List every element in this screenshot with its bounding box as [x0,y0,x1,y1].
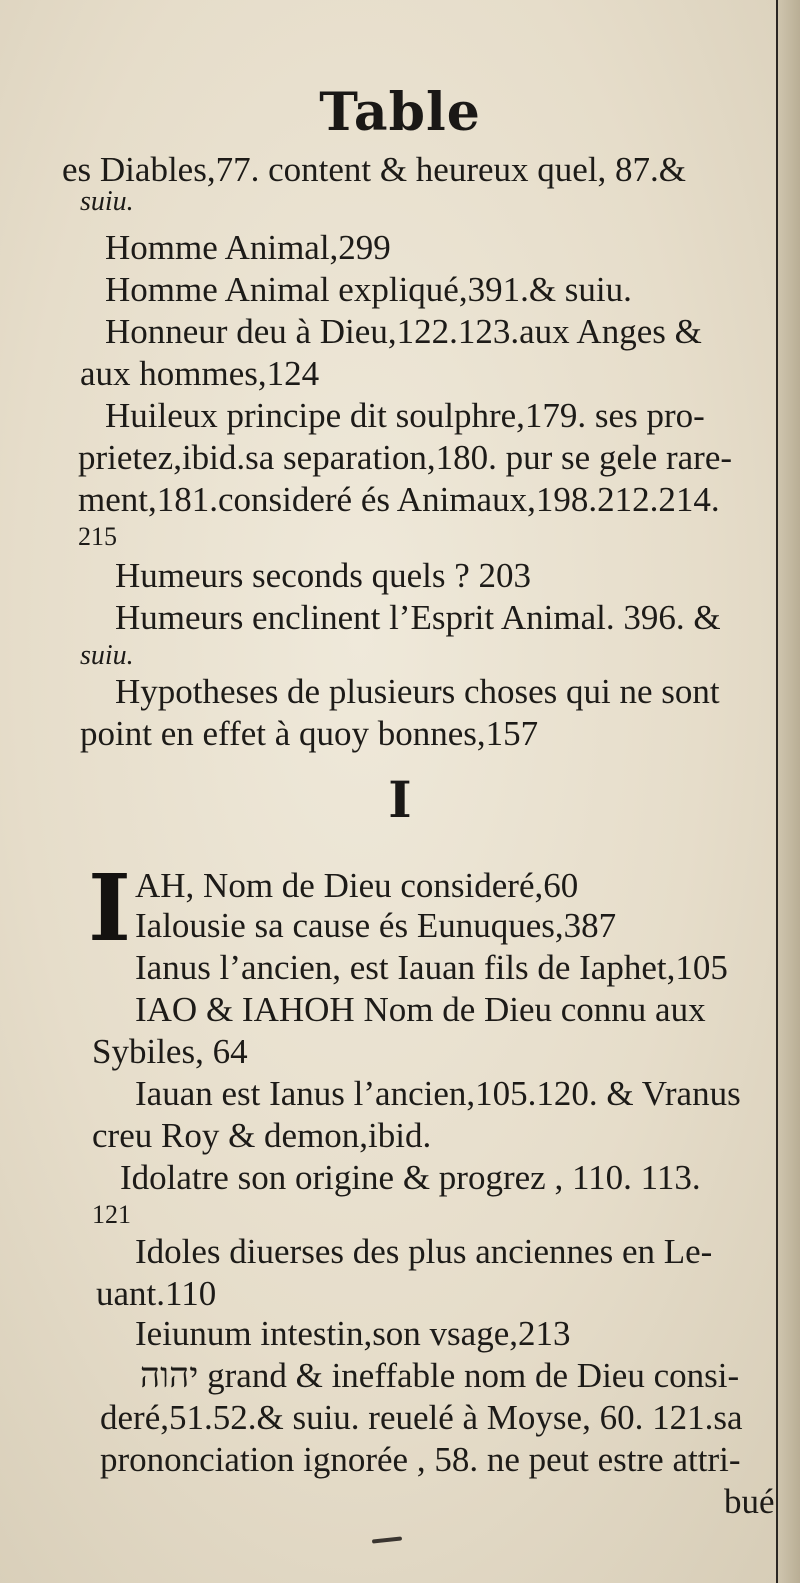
index-line: Idolatre son origine & progrez , 110. 113. [120,1158,701,1197]
index-line: Honneur deu à Dieu,122.123.aux Anges & [105,312,702,351]
page-title: Table [319,82,481,143]
index-line: suiu. [80,640,134,671]
index-line: יהוה grand & ineffable nom de Dieu consi- [140,1356,740,1395]
index-line: point en effet à quoy bonnes,157 [80,714,539,753]
section-letter: I [388,770,412,829]
index-line: AH, Nom de Dieu consideré,60 [135,866,579,905]
index-line: Idoles diuerses des plus anciennes en Le- [135,1232,713,1271]
index-line: Sybiles, 64 [92,1032,248,1071]
index-line: Homme Animal,299 [105,228,391,267]
index-line: Huileux principe dit soulphre,179. ses pro- [105,396,705,435]
ink-mark [372,1536,402,1543]
index-line: Ianus l’ancien, est Iauan fils de Iaphet,105 [135,948,728,987]
index-line: Homme Animal expliqué,391.& suiu. [105,270,632,309]
index-line: creu Roy & demon,ibid. [92,1116,432,1155]
index-line: IAO & IAHOH Nom de Dieu connu aux [135,990,706,1029]
index-line: Humeurs seconds quels ? 203 [115,556,532,595]
index-line: deré,51.52.& suiu. reuelé à Moyse, 60. 121.sa [100,1398,743,1437]
drop-cap: I [88,854,132,962]
index-line: 215 [78,522,117,551]
index-line: bué [724,1482,775,1521]
index-line: uant.110 [96,1274,217,1313]
index-line: es Diables,77. content & heureux quel, 87.& [62,150,687,189]
index-line: Humeurs enclinent l’Esprit Animal. 396. & [115,598,721,637]
index-line: suiu. [80,186,134,217]
index-line: aux hommes,124 [80,354,320,393]
index-line: prononciation ignorée , 58. ne peut estre attri- [100,1440,741,1479]
index-line: Ialousie sa cause és Eunuques,387 [135,906,617,945]
index-line: prietez,ibid.sa separation,180. pur se gele rare- [78,438,733,477]
index-line: 121 [92,1200,131,1229]
index-line: Hypotheses de plusieurs choses qui ne sont [115,672,720,711]
index-line: ment,181.consideré és Animaux,198.212.214. [78,480,720,519]
index-line: Iauan est Ianus l’ancien,105.120. & Vranus [135,1074,741,1113]
index-line: Ieiunum intestin,son vsage,213 [135,1314,571,1353]
